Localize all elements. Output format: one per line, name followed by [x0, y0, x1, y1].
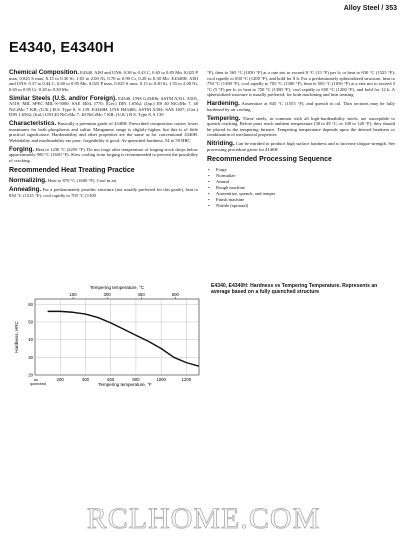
plot-frame	[35, 299, 199, 375]
sequence-item: • Forge	[216, 167, 395, 173]
right-column	[207, 70, 395, 209]
sequence-item: • Normalize	[216, 173, 395, 179]
x2-tick-label: 300	[103, 292, 111, 297]
tempering-text: These steels, in common with all high-hardenability steels, are susceptible to quench cracking. Before parts reach ambient temperature (38 to 49 °C, or 100 to 120 °F), they should be placed in the tempering furnace. Tempering temperature depends upon the desired hardness or combination of mechanical properties	[207, 115, 395, 137]
page-title: E4340, E4340H	[9, 40, 114, 56]
annealing-text: For a predominately pearlitic structure (not usually preferred for this grade), heat to 830 °C (1525 °F), cool rapidly to 705 °C (1300	[9, 187, 199, 198]
figure-caption: E4340, E4340H: Hardness vs Tempering Temperature. Represents an average based on a fully quenched structure	[211, 283, 378, 295]
sequence-item: • Anneal	[216, 179, 395, 185]
x2-tick-label: 450	[137, 292, 145, 297]
hardness-chart	[9, 283, 209, 395]
processing-sequence-list	[207, 167, 395, 209]
heat-treating-practice-heading: Recommended Heat Treating Practice	[9, 167, 135, 174]
forging-paragraph	[9, 147, 198, 164]
nitriding-text: Can be nitrided to produce high surface hardness and to increase fatigue strength. See processing procedure given for 4140H	[207, 141, 395, 152]
similar-steels-heading: Similar Steels (U.S. and/or Foreign).	[9, 94, 117, 102]
normalizing-text: Heat to 870 °C (1600 °F). Cool in air	[47, 178, 117, 183]
x-tick-label: 200	[56, 377, 64, 382]
x-tick-label: 1000	[156, 377, 166, 382]
x-tick-label: As	[33, 378, 39, 382]
sequence-item: • Austenitize, quench, and temper	[216, 191, 395, 197]
sequence-item: • Rough machine	[216, 185, 395, 191]
normalizing-paragraph	[9, 178, 198, 184]
chemical-composition-paragraph	[9, 70, 198, 92]
hardening-text: Austenitize at 845 °C (1555 °F), and quench in oil. Thin sections may be fully hardened by air cooling	[207, 101, 395, 112]
x-axis-title: Tempering temperature, °F	[98, 382, 152, 387]
y-tick-label: 40	[28, 337, 33, 343]
sequence-item: • Finish machine	[216, 197, 395, 203]
sequence-item: • Nitride (optional)	[216, 203, 395, 209]
x2-axis-title: Tempering temperature, °C	[89, 285, 145, 290]
x2-tick-label: 150	[69, 292, 77, 297]
y-tick-label: 20	[28, 372, 33, 378]
x-tick-label: 400	[81, 377, 90, 382]
characteristics-text: Basically a premium grade of 4340H. Prescribed composition carries lower maximums for both phosphorus and sulfur. Manganese range is slightly higher, but this is of little practical significance. Hardenability and other properties are the same as for conventional 4340H. Weldability and machinability are poor; forgeability is good. As-quenched hardness, 54 to 59 HRC	[9, 121, 198, 143]
forging-text: Heat to 1230 °C (2250 °F). Do not forge after temperature of forging stock drops below approximately 900 °C (1650 °F). Slow cooling from forging is recommended to prevent the possibility of cracking	[9, 146, 199, 163]
annealing-paragraph	[9, 187, 198, 198]
x-tick-label: 600	[107, 377, 115, 382]
left-column	[9, 70, 198, 202]
tempering-paragraph	[207, 116, 395, 138]
characteristics-heading: Characteristics.	[9, 120, 57, 127]
normalizing-heading: Normalizing.	[9, 177, 47, 184]
watermark: RCLHOME.COM	[86, 502, 321, 535]
nitriding-heading: Nitriding.	[207, 140, 235, 147]
x-tick-label: 1200	[181, 377, 192, 382]
y-tick-label: 50	[28, 319, 33, 325]
hardness-curve	[48, 311, 199, 366]
processing-sequence-heading: Recommended Processing Sequence	[207, 156, 332, 163]
hardening-paragraph	[207, 101, 395, 112]
tempering-heading: Tempering.	[207, 114, 241, 122]
nitriding-paragraph	[207, 141, 395, 152]
y-tick-label: 30	[28, 354, 33, 360]
hardness-figure	[9, 283, 399, 395]
x2-tick-label: 600	[171, 292, 179, 297]
x-tick-label: 800	[132, 377, 140, 382]
forging-heading: Forging.	[9, 145, 35, 153]
characteristics-paragraph	[9, 121, 198, 143]
similar-steels-paragraph	[9, 96, 198, 118]
chemical-composition-heading: Chemical Composition.	[9, 69, 79, 76]
y-axis-title: Hardness, HRC	[14, 321, 19, 353]
chemical-composition-text: E4340. AISI and UNS: 0.38 to 0.43 C, 0.65 to 0.85 Mn, 0.025 P max, 0.025 S max, 0.15 to 0.30 Si, 1.65 to 2.00 Ni, 0.70 to 0.90 Cr, 0.20 to 0.30 Mo. E4340H. AISI and UNS: 0.37 to 0.44 C, 0.60 to 0.95 Mn, 0.025 P max, 0.025 S max, 0.15 to 0.30 Si, 1.55 to 2.00 Ni, 0.65 to 0.95 Cr, 0.20 to 0.30 Mo	[9, 70, 198, 92]
annealing-continued-text: °F), then to 565 °C (1050 °F) at a rate not to exceed 8 °C (15 °F) per h; or heat to 830 °C (1525 °F), cool rapidly to 650 °C (1200 °F), and hold for 8 h. For a predominately spheroidized structure, heat to 750 °C (1380 °F), cool rapidly to 705 °C (1300 °F), then to 565 °C (1050 °F) at a rate not to exceed 3 °C (5 °F) per h; or heat to 750 °C (1380 °F), cool rapidly to 650 °C (1200 °F), and hold for 12 h. A spheroidized structure is usually preferred, for both machining and heat treating	[207, 70, 395, 97]
hardening-heading: Hardening.	[207, 100, 240, 107]
x-tick-label: quenched	[30, 382, 46, 386]
running-head: Alloy Steel / 353	[343, 5, 397, 12]
annealing-heading: Annealing.	[9, 186, 42, 193]
y-tick-label: 60	[28, 301, 33, 307]
similar-steels-text: E4340. UNS G43406; ASTM A331, A505, A519; MIL SPEC MIL-S-5000; SAE J404, J770; (Ger.) DIN 1.6562; (Jap.) JIS 40 NiCrMo 7, 40 NiCrMo 7 KB; (U.K.) B.S. Type 8, S 139. E4340H. UNS H43406; ASTM A304; SAE J407; (Ger.) DIN 1.6562; (Ital.) UNI 40 NiCrMo 7, 40 NiCrMo 7 KB; (U.K.) B.S. Type 8, S 139	[9, 95, 198, 117]
